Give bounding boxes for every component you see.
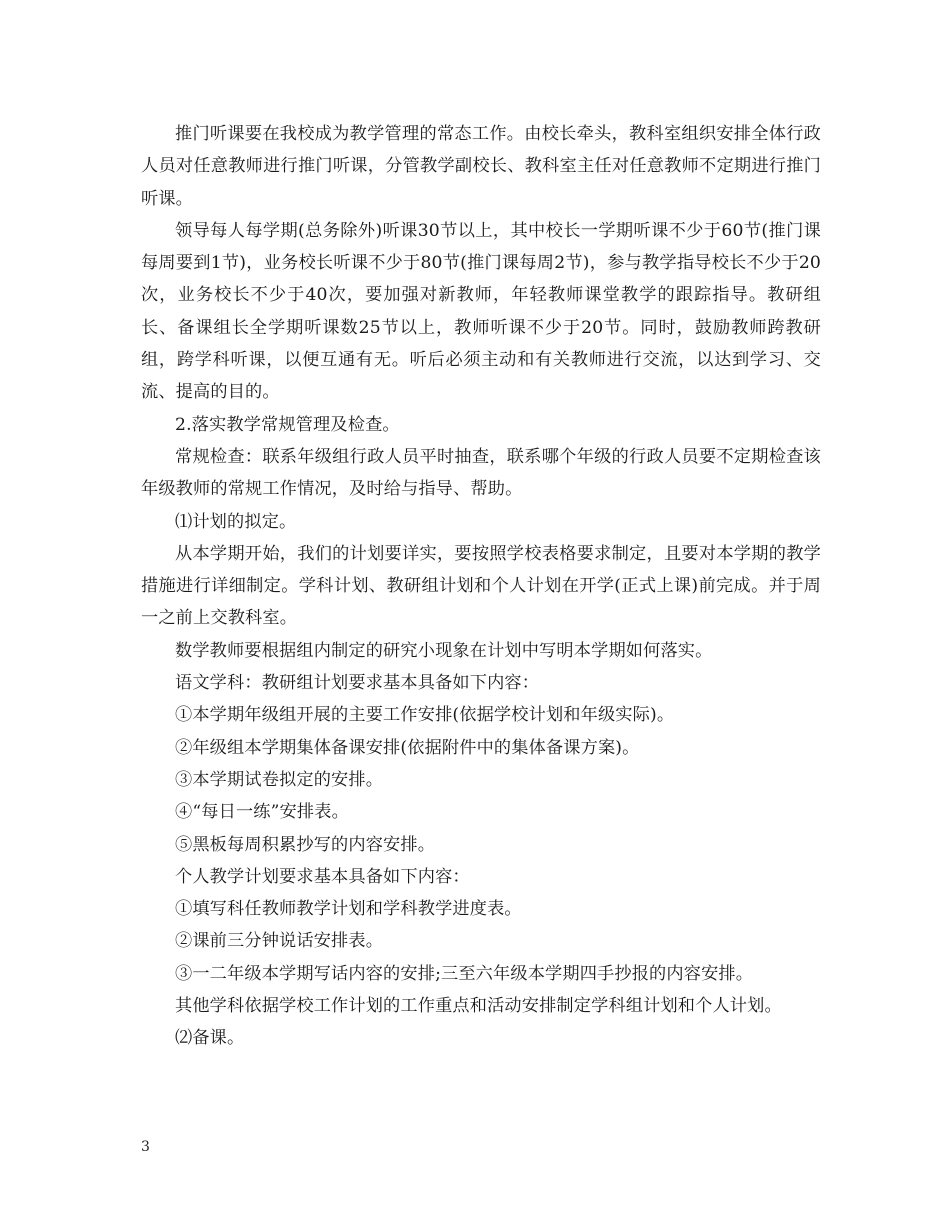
section-heading-routine-management: 2.落实教学常规管理及检查。 xyxy=(175,414,400,435)
paragraph-leader-lecture-requirements: 领导每人每学期(总务除外)听课30节以上，其中校长一学期听课不少于60节(推门课每周要到1节)，业务校长听课不少于80节(推门课每周2节)，参与教学指导校长不少于20次，业务校长不少于40次，要加强对新教师，年轻教师课堂教学的跟踪指导。教研组长、备课组长全学期听课数25节以上，教师听课不少于20节。同时，鼓励教师跨教研组，跨学科听课，以便互通有无。听后必须主动和有关教师进行交流，以达到学习、交流、提高的目的。 xyxy=(141,220,821,403)
list-item-blackboard: ⑤黑板每周积累抄写的内容安排。 xyxy=(175,834,436,855)
paragraph-personal-plan: 个人教学计划要求基本具备如下内容： xyxy=(175,866,470,887)
paragraph-other-subjects: 其他学科依据学校工作计划的工作重点和活动安排制定学科组计划和个人计划。 xyxy=(175,996,782,1017)
subheading-plan-drafting: ⑴计划的拟定。 xyxy=(175,511,297,532)
paragraph-math-teachers: 数学教师要根据组内制定的研究小现象在计划中写明本学期如何落实。 xyxy=(175,640,713,661)
paragraph-push-door-lectures: 推门听课要在我校成为教学管理的常态工作。由校长牵头，教科室组织安排全体行政人员对任意教师进行推门听课，分管教学副校长、教科室主任对任意教师不定期进行推门听课。 xyxy=(141,124,821,209)
list-item-collective-prep: ②年级组本学期集体备课安排(依据附件中的集体备课方案)。 xyxy=(175,737,640,758)
list-item-writing-arrangement: ③一二年级本学期写话内容的安排;三至六年级本学期四手抄报的内容安排。 xyxy=(175,963,754,984)
list-item-speaking-schedule: ②课前三分钟说话安排表。 xyxy=(175,931,384,952)
list-item-teaching-schedule: ①填写科任教师教学计划和学科教学进度表。 xyxy=(175,899,522,920)
paragraph-chinese-subject: 语文学科：教研组计划要求基本具备如下内容： xyxy=(175,673,540,694)
list-item-grade-work: ①本学期年级组开展的主要工作安排(依据学校计划和年级实际)。 xyxy=(175,705,675,726)
list-item-exam-paper: ③本学期试卷拟定的安排。 xyxy=(175,769,384,790)
body-text xyxy=(141,118,821,1055)
paragraph-plan-requirements: 从本学期开始，我们的计划要详实，要按照学校表格要求制定，且要对本学期的教学措施进行详细制定。学科计划、教研组计划和个人计划在开学(正式上课)前完成。并于周一之前上交教科室。 xyxy=(141,543,821,629)
paragraph-routine-inspection: 常规检查：联系年级组行政人员平时抽查，联系哪个年级的行政人员要不定期检查该年级教师的常规工作情况，及时给与指导、帮助。 xyxy=(141,446,821,500)
subheading-lesson-prep: ⑵备课。 xyxy=(175,1028,245,1049)
list-item-daily-practice: ④“每日一练”安排表。 xyxy=(175,802,349,823)
page-number: 3 xyxy=(141,1139,150,1155)
